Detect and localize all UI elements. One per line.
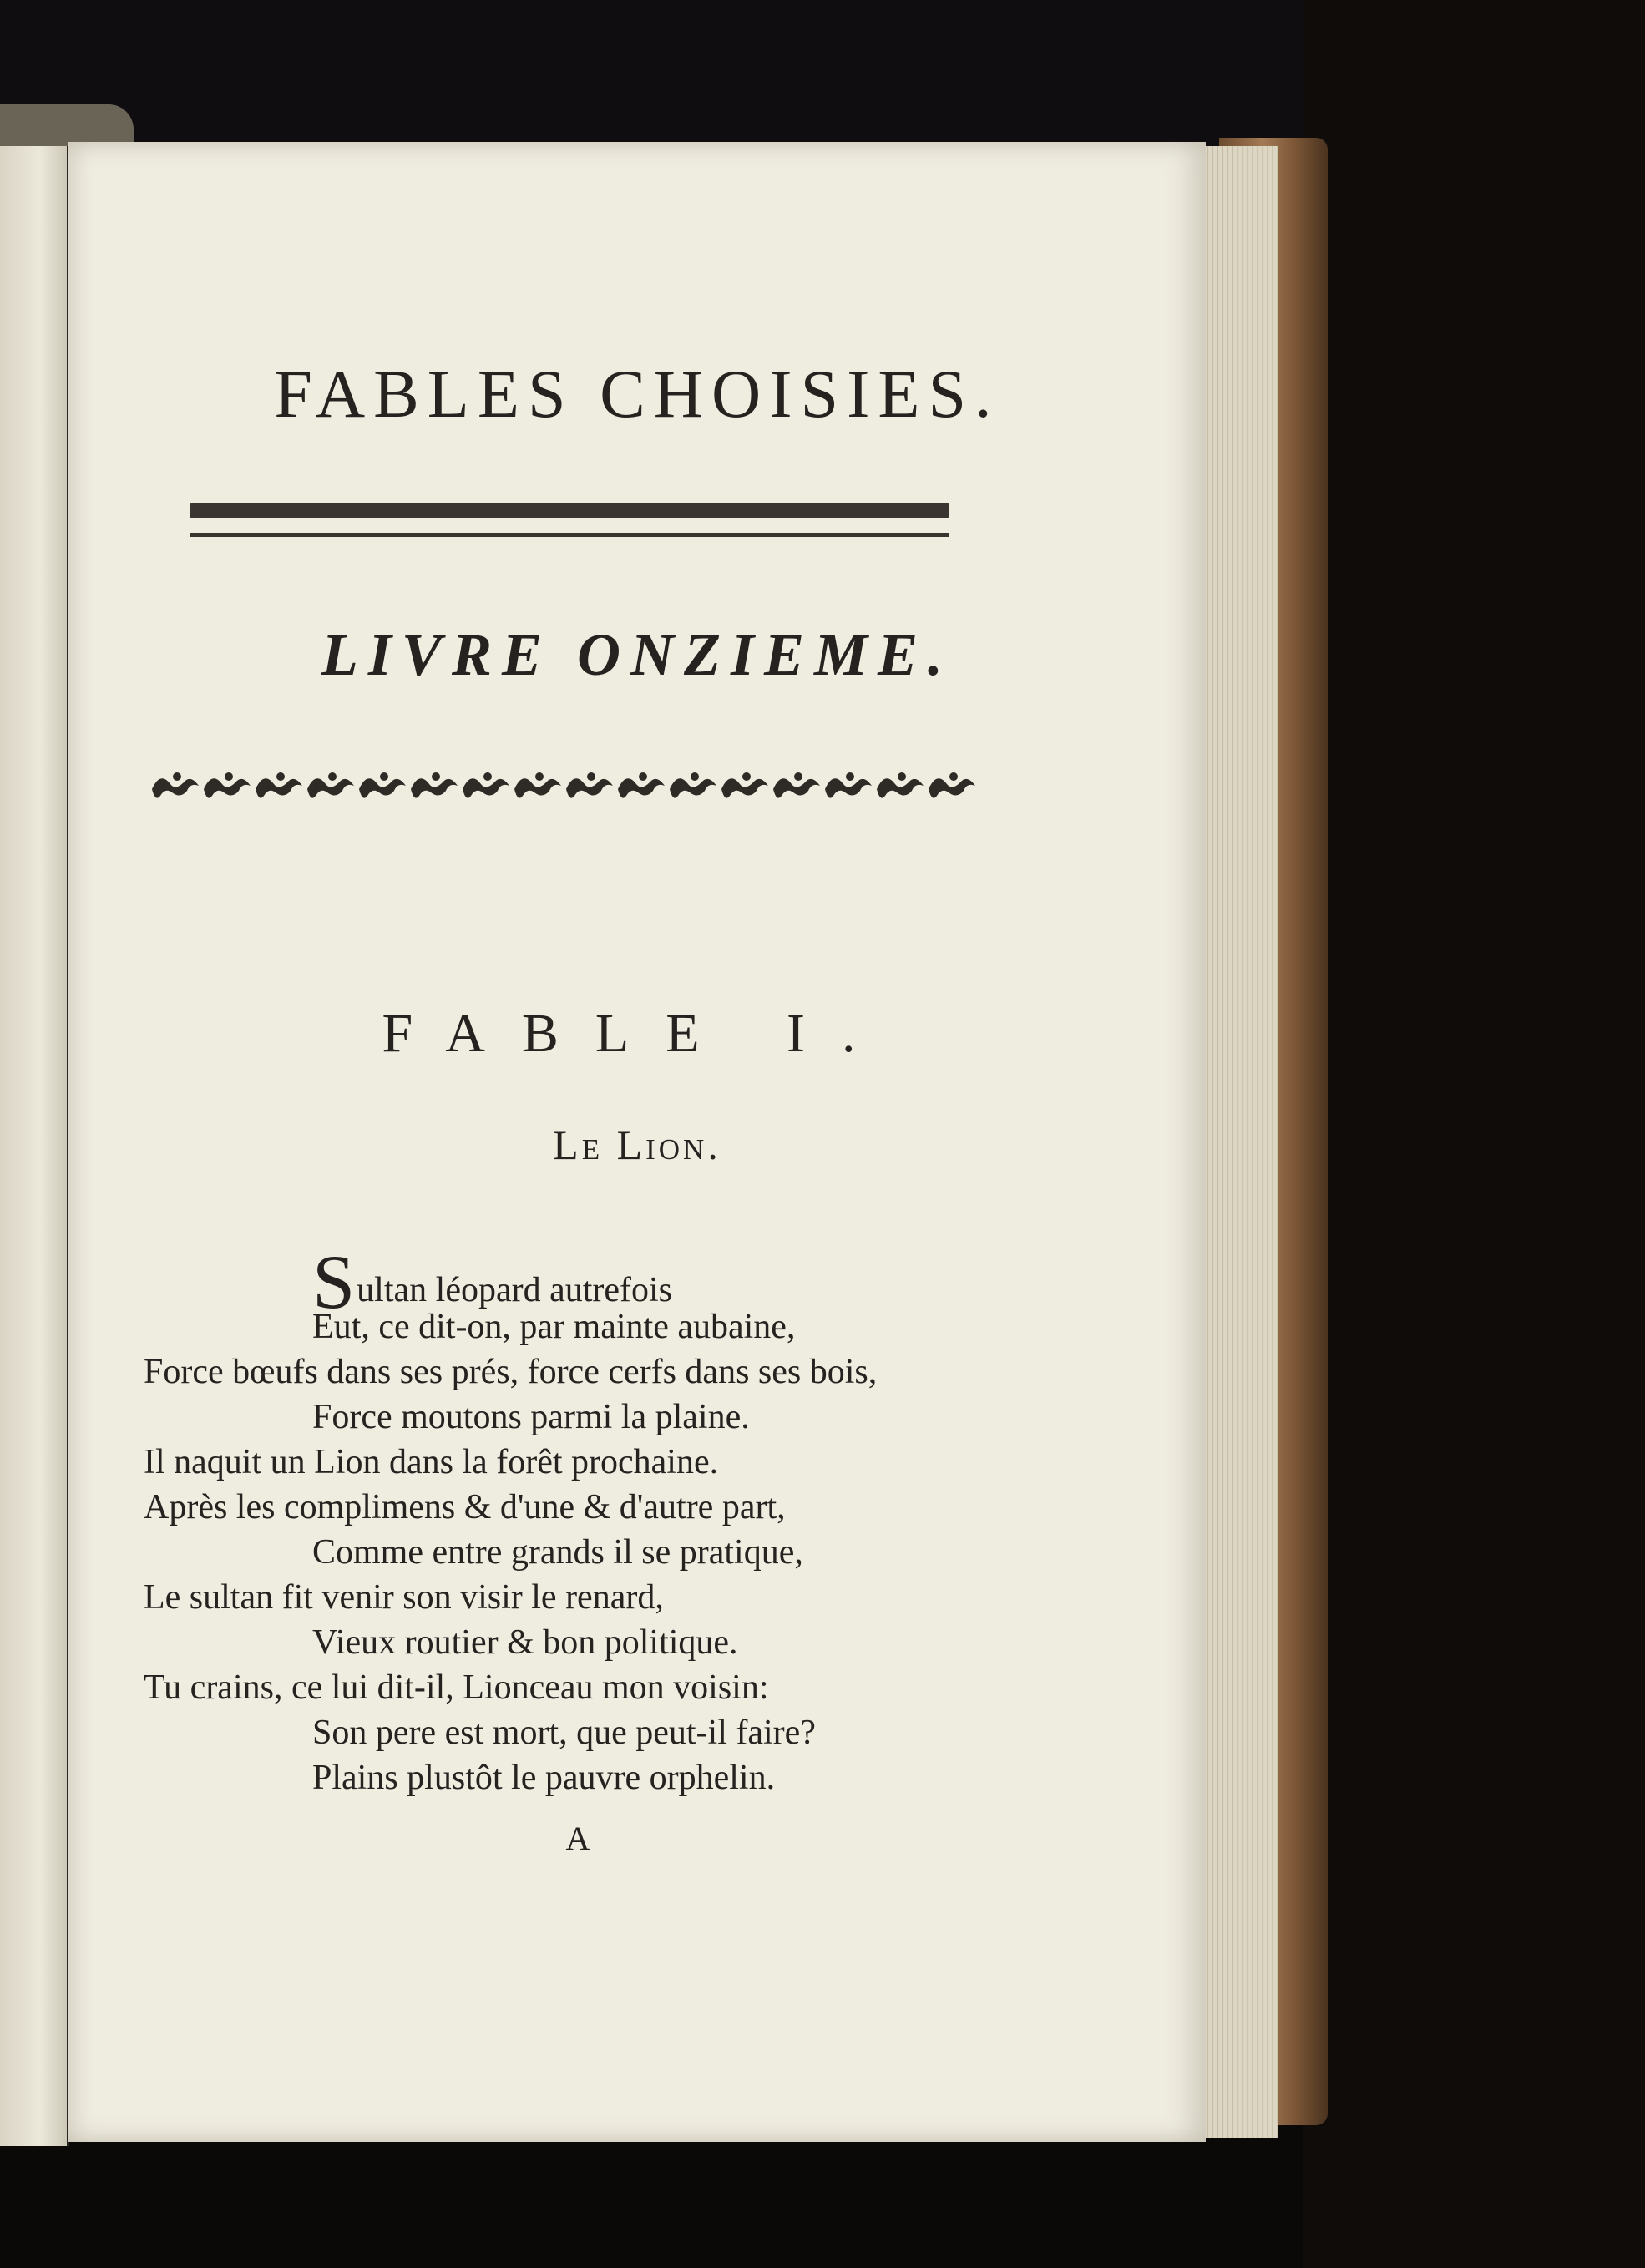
fleuron: [618, 778, 665, 797]
verse-line: Force bœufs dans ses prés, force cerfs dans ses bois,: [144, 1353, 878, 1391]
fleuron-dot: [225, 772, 233, 781]
fleuron-dot: [742, 772, 751, 781]
verse-line: Comme entre grands il se pratique,: [312, 1533, 803, 1572]
fleuron: [463, 778, 509, 797]
fleuron-dot: [639, 772, 647, 781]
book-page: [68, 142, 1206, 2142]
left-page-edge: [0, 146, 69, 2146]
fleuron-dot: [846, 772, 854, 781]
fleuron-dot: [483, 772, 492, 781]
verse-line: Après les complimens & d'une & d'autre part,: [144, 1488, 786, 1526]
fleuron: [877, 778, 924, 797]
fleuron: [359, 778, 406, 797]
fleuron-dot: [432, 772, 440, 781]
fleuron-dot: [535, 772, 544, 781]
signature-mark: A: [565, 1820, 590, 1857]
book-heading: LIVRE ONZIEME.: [321, 621, 954, 688]
fleuron: [773, 778, 820, 797]
fleuron-dot: [898, 772, 906, 781]
verse-line: Son pere est mort, que peut-il faire?: [312, 1714, 816, 1752]
fleuron-dot: [691, 772, 699, 781]
dark-background-right: [1303, 0, 1645, 2268]
fleuron: [204, 778, 251, 797]
fleuron: [256, 778, 302, 797]
running-title: FABLES CHOISIES.: [274, 356, 1000, 432]
ornamental-border: [144, 760, 987, 810]
fleuron-dot: [173, 772, 181, 781]
page-block-edge: [1194, 146, 1278, 2138]
verse-first-line-text: ultan léopard autrefois: [357, 1271, 673, 1309]
fleuron: [929, 778, 975, 797]
verse-line: Tu crains, ce lui dit-il, Lionceau mon voisin:: [144, 1668, 769, 1707]
verse-lines: [144, 1304, 1079, 1800]
fleuron: [514, 778, 561, 797]
verse-line: Force moutons parmi la plaine.: [312, 1398, 750, 1436]
fable-title: Le Lion.: [553, 1121, 721, 1168]
fleuron-dot: [276, 772, 285, 781]
fleuron: [721, 778, 768, 797]
fleuron: [411, 778, 458, 797]
verse-line-first: [144, 1239, 1079, 1324]
fleuron: [670, 778, 716, 797]
fleuron: [307, 778, 354, 797]
fleuron-dot: [794, 772, 802, 781]
fleuron-dot: [380, 772, 388, 781]
verse-block: [144, 1239, 1079, 1800]
fleuron-dot: [587, 772, 595, 781]
fleuron: [152, 778, 199, 797]
verse-line: Plains plustôt le pauvre orphelin.: [312, 1759, 776, 1797]
fleuron: [825, 778, 872, 797]
drop-cap: S: [312, 1239, 356, 1324]
verse-line: Vieux routier & bon politique.: [312, 1623, 738, 1662]
double-rule-thin: [190, 533, 949, 537]
fable-number: FABLE I.: [382, 1003, 893, 1064]
fleuron-dot: [328, 772, 337, 781]
verse-line: Il naquit un Lion dans la forêt prochaine.: [144, 1443, 719, 1481]
fleuron: [566, 778, 613, 797]
fleuron-dot: [949, 772, 958, 781]
double-rule-thick: [190, 503, 949, 518]
verse-line: Eut, ce dit-on, par mainte aubaine,: [312, 1308, 796, 1346]
verse-line: Le sultan fit venir son visir le renard,: [144, 1578, 664, 1617]
